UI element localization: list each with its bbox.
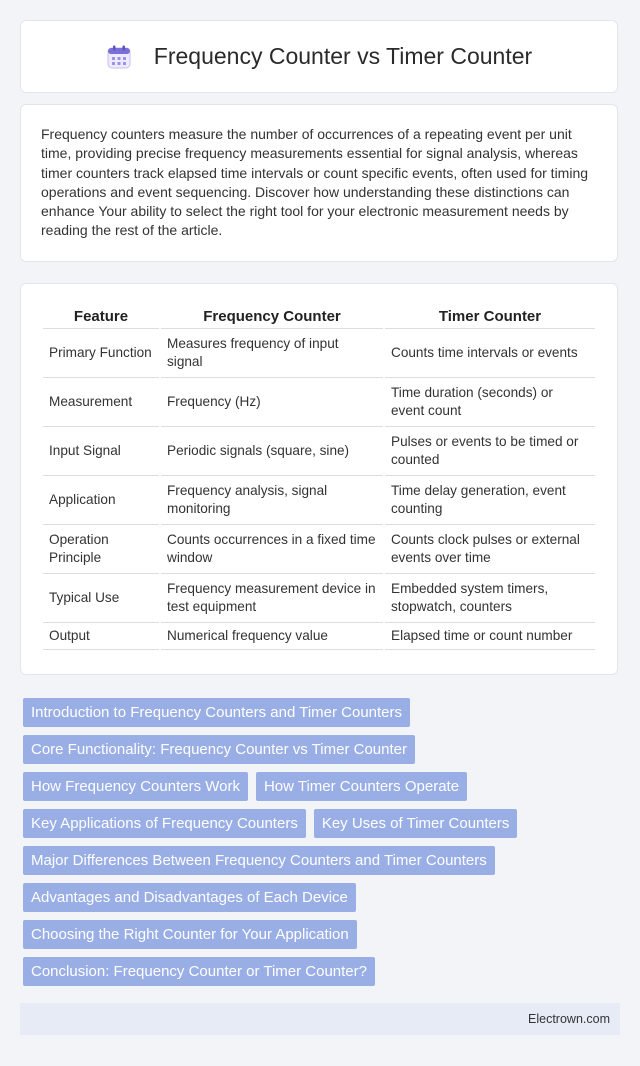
timer-cell: Elapsed time or count number bbox=[385, 623, 595, 650]
link-choosing-right-counter[interactable]: Choosing the Right Counter for Your Application bbox=[23, 920, 357, 949]
table-row bbox=[43, 378, 595, 427]
feature-cell: Input Signal bbox=[43, 427, 159, 476]
link-introduction[interactable]: Introduction to Frequency Counters and Timer Counters bbox=[23, 698, 410, 727]
table-row bbox=[43, 574, 595, 623]
timer-cell: Time duration (seconds) or event count bbox=[385, 378, 595, 427]
table-row bbox=[43, 427, 595, 476]
calendar-icon bbox=[106, 44, 132, 70]
link-major-differences[interactable]: Major Differences Between Frequency Counters and Timer Counters bbox=[23, 846, 495, 875]
feature-cell: Output bbox=[43, 623, 159, 650]
link-core-functionality[interactable]: Core Functionality: Frequency Counter vs Timer Counter bbox=[23, 735, 415, 764]
table-row bbox=[43, 525, 595, 574]
link-uses-timer-counters[interactable]: Key Uses of Timer Counters bbox=[314, 809, 518, 838]
feature-cell: Primary Function bbox=[43, 329, 159, 378]
page-title: Frequency Counter vs Timer Counter bbox=[153, 43, 533, 69]
table-row bbox=[43, 329, 595, 378]
frequency-cell: Periodic signals (square, sine) bbox=[161, 427, 383, 476]
timer-cell: Embedded system timers, stopwatch, counters bbox=[385, 574, 595, 623]
frequency-cell: Frequency (Hz) bbox=[161, 378, 383, 427]
timer-cell: Counts time intervals or events bbox=[385, 329, 595, 378]
header-timer-counter: Timer Counter bbox=[385, 304, 595, 329]
frequency-cell: Counts occurrences in a fixed time window bbox=[161, 525, 383, 574]
comparison-table-card bbox=[20, 283, 618, 675]
frequency-cell: Frequency measurement device in test equipment bbox=[161, 574, 383, 623]
frequency-cell: Frequency analysis, signal monitoring bbox=[161, 476, 383, 525]
table-row bbox=[43, 476, 595, 525]
timer-cell: Time delay generation, event counting bbox=[385, 476, 595, 525]
header-frequency-counter: Frequency Counter bbox=[161, 304, 383, 329]
intro-card bbox=[20, 104, 618, 262]
feature-cell: Application bbox=[43, 476, 159, 525]
table-header-row bbox=[43, 304, 595, 329]
timer-cell: Counts clock pulses or external events over time bbox=[385, 525, 595, 574]
link-conclusion[interactable]: Conclusion: Frequency Counter or Timer Counter? bbox=[23, 957, 375, 986]
footer-site[interactable]: Electrown.com bbox=[528, 1012, 610, 1026]
comparison-table bbox=[41, 304, 597, 650]
title-card bbox=[20, 20, 618, 93]
link-advantages-disadvantages[interactable]: Advantages and Disadvantages of Each Device bbox=[23, 883, 356, 912]
timer-cell: Pulses or events to be timed or counted bbox=[385, 427, 595, 476]
link-how-frequency-counters-work[interactable]: How Frequency Counters Work bbox=[23, 772, 248, 801]
article-links bbox=[23, 698, 623, 994]
intro-paragraph: Frequency counters measure the number of occurrences of a repeating event per unit time, providing precise frequency measurements essential for signal analysis, whereas timer counters track elapsed time intervals or count specific events, often used for timing operations and event sequencing. Discover how understanding these distinctions can enhance Your ability to select the right tool for your electronic measurement needs by reading the rest of the article. bbox=[41, 126, 589, 239]
header-feature: Feature bbox=[43, 304, 159, 329]
frequency-cell: Numerical frequency value bbox=[161, 623, 383, 650]
frequency-cell: Measures frequency of input signal bbox=[161, 329, 383, 378]
table-row bbox=[43, 623, 595, 650]
footer bbox=[20, 1003, 620, 1035]
feature-cell: Measurement bbox=[43, 378, 159, 427]
link-how-timer-counters-operate[interactable]: How Timer Counters Operate bbox=[256, 772, 467, 801]
feature-cell: Typical Use bbox=[43, 574, 159, 623]
feature-cell: Operation Principle bbox=[43, 525, 159, 574]
link-applications-frequency-counters[interactable]: Key Applications of Frequency Counters bbox=[23, 809, 306, 838]
